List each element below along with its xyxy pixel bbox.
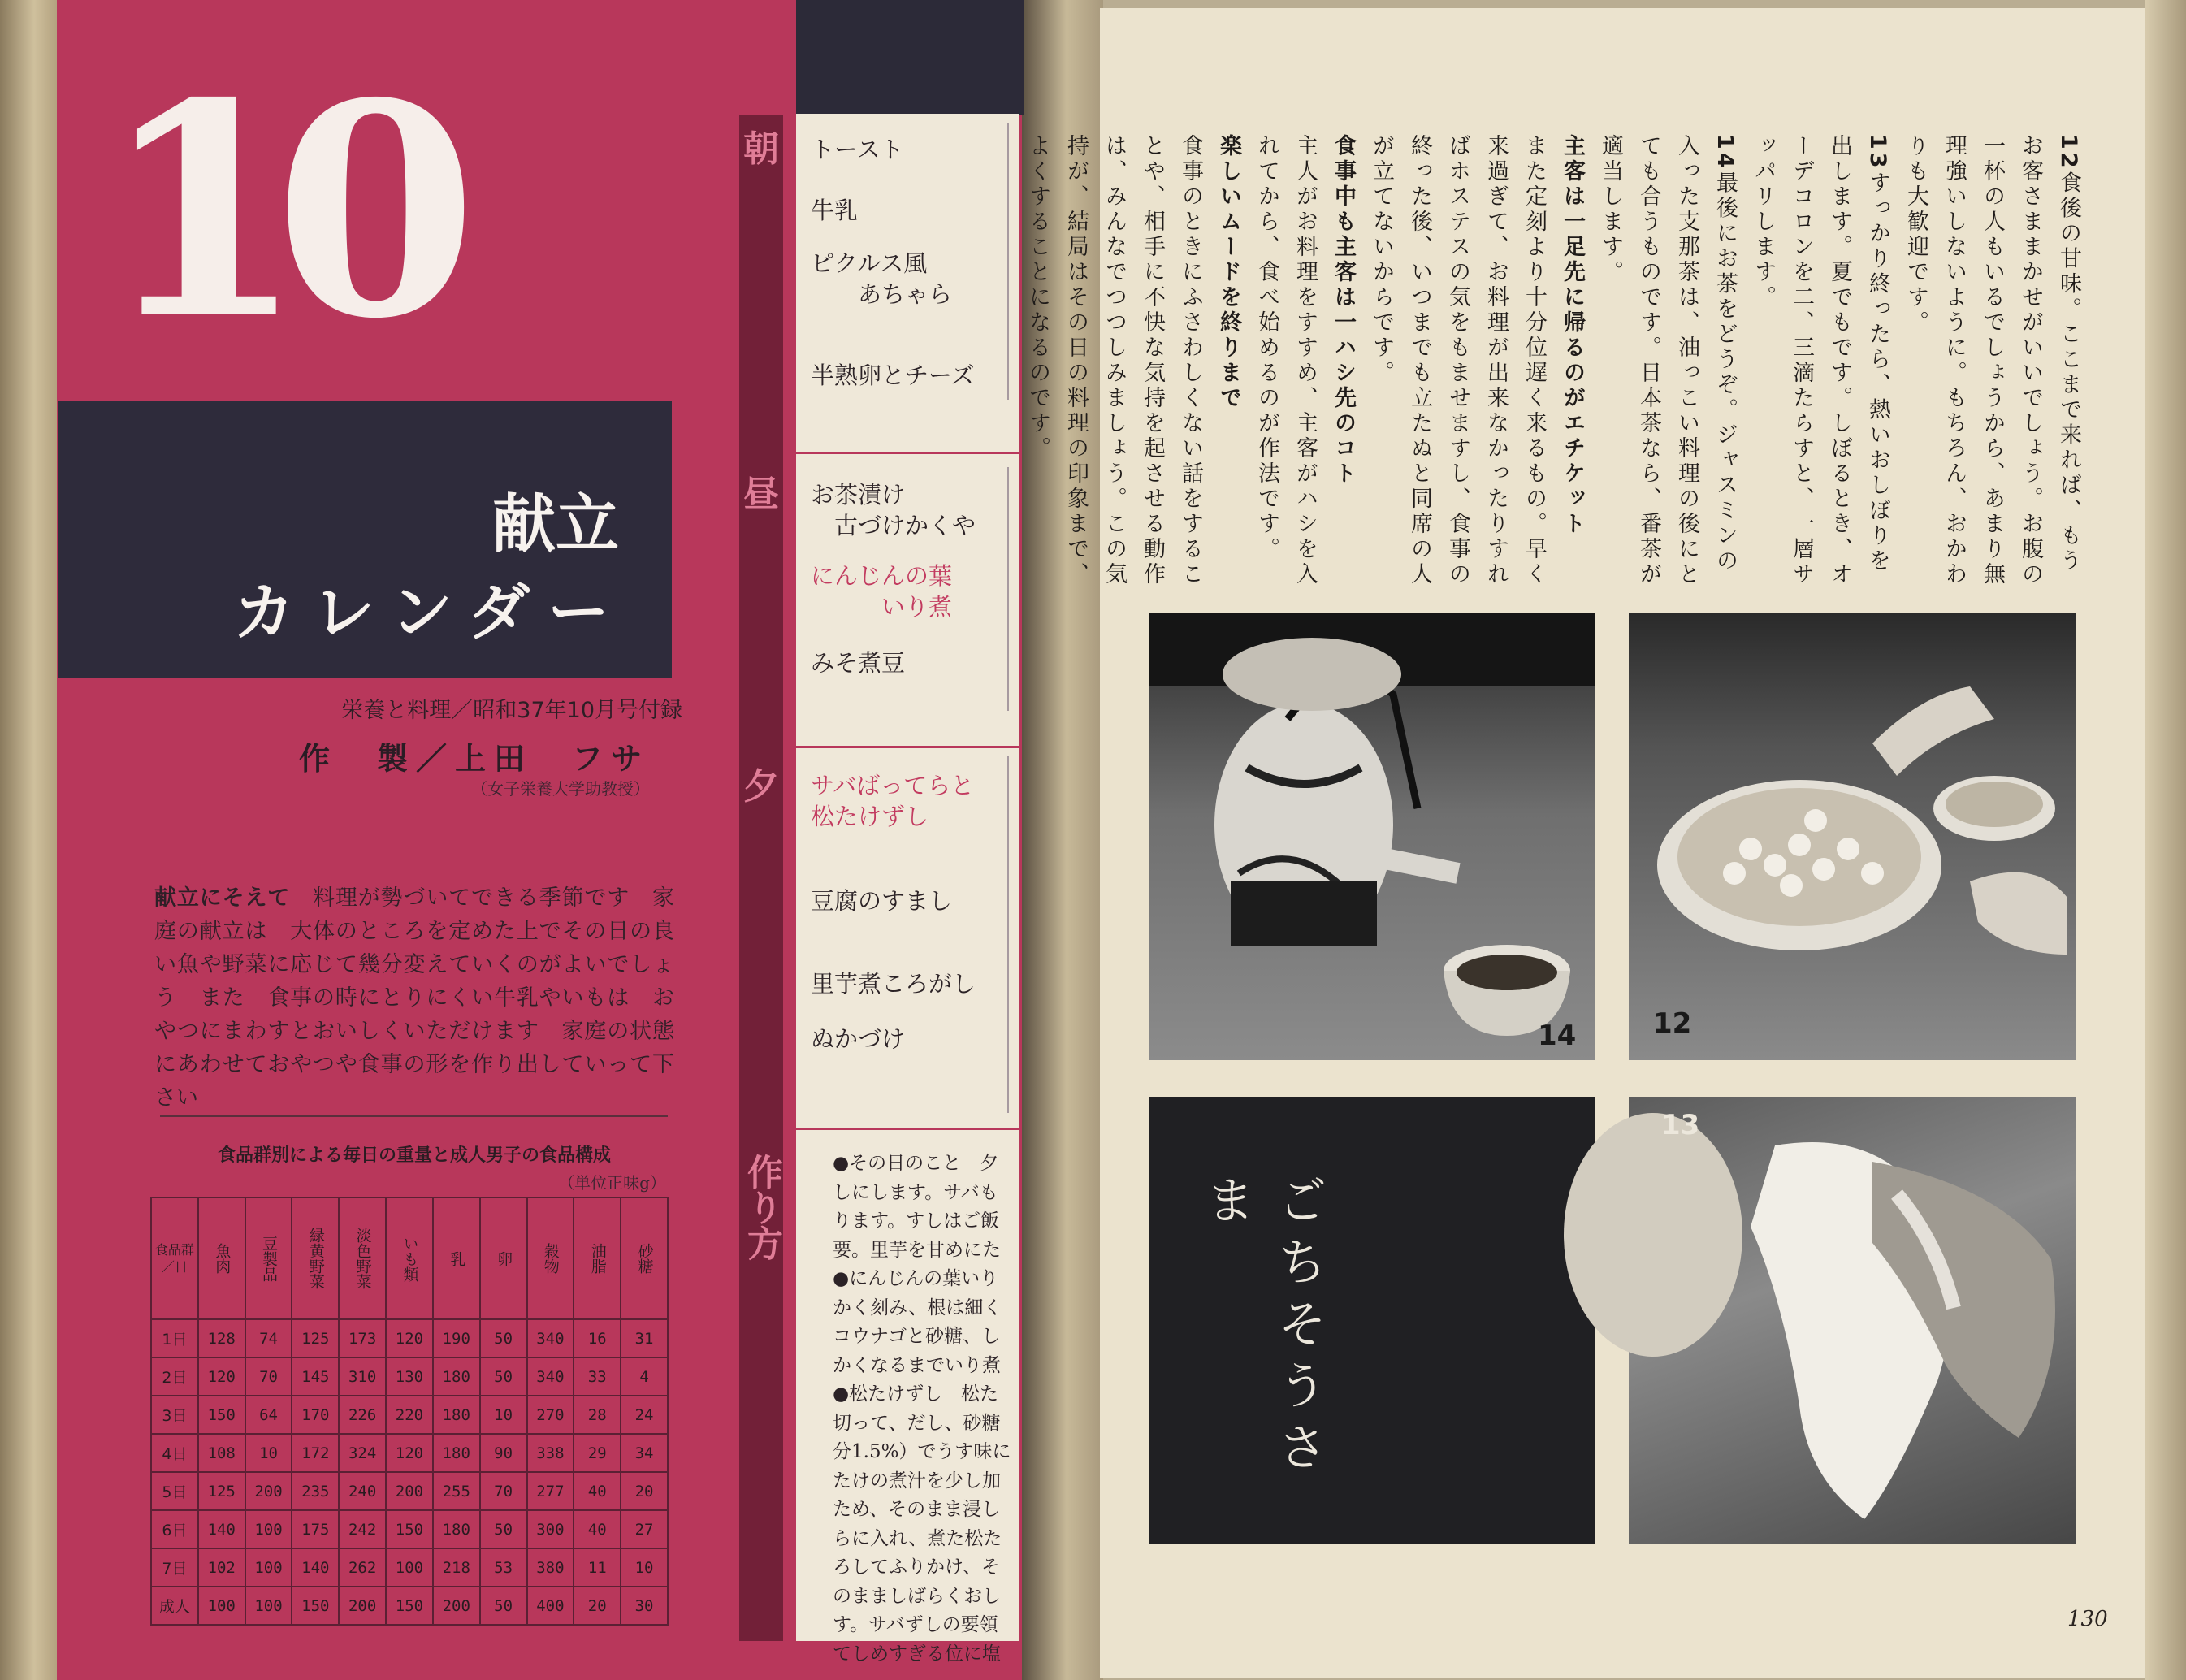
- table-cell: 125: [292, 1319, 339, 1357]
- menu-header-block: [796, 0, 1024, 115]
- table-row: [151, 1396, 668, 1434]
- table-cell: 50: [480, 1510, 527, 1548]
- table-row: [151, 1510, 668, 1548]
- table-cell: 255: [433, 1472, 480, 1510]
- table-row: [151, 1472, 668, 1510]
- meal-separator: [796, 452, 1019, 454]
- table-row-label: 1日: [151, 1319, 198, 1357]
- table-row: [151, 1357, 668, 1396]
- table-cell: 180: [433, 1396, 480, 1434]
- table-cell: 150: [198, 1396, 245, 1434]
- photo-tea-pouring: [1149, 613, 1595, 1060]
- menu-item: サバばってらと 松たけずし: [811, 772, 975, 830]
- photo-label: 13: [1661, 1109, 1700, 1141]
- table-cell: 226: [339, 1396, 386, 1434]
- photo-oshibori: [1629, 1097, 2076, 1544]
- teapot-illustration: [1149, 613, 1595, 1060]
- table-column-header: 豆製品: [245, 1197, 292, 1319]
- table-cell: 100: [245, 1548, 292, 1587]
- table-row: [151, 1548, 668, 1587]
- table-cell: 300: [527, 1510, 574, 1548]
- meal-label-howto: 作り方: [741, 1154, 782, 1261]
- table-column-header: 穀物: [527, 1197, 574, 1319]
- meal-label-dinner: 夕: [743, 766, 779, 808]
- table-cell: 29: [574, 1434, 621, 1472]
- table-cell: 262: [339, 1548, 386, 1587]
- table-cell: 180: [433, 1434, 480, 1472]
- table-cell: 310: [339, 1357, 386, 1396]
- table-cell: 180: [433, 1510, 480, 1548]
- menu-rule: [1007, 756, 1009, 1113]
- title-line2: カレンダー: [232, 576, 627, 648]
- author-line: 作 製／上田 フサ: [298, 741, 650, 777]
- table-cell: 11: [574, 1548, 621, 1587]
- table-row-label: 4日: [151, 1434, 198, 1472]
- table-column-header: 魚肉: [198, 1197, 245, 1319]
- table-cell: 24: [621, 1396, 668, 1434]
- table-cell: 102: [198, 1548, 245, 1587]
- meal-label-lunch: 昼: [743, 474, 779, 515]
- table-row-label: 成人: [151, 1587, 198, 1625]
- table-cell: 53: [480, 1548, 527, 1587]
- menu-item: トースト: [811, 136, 904, 163]
- food-table: [150, 1197, 669, 1626]
- meal-label-strip: [739, 115, 783, 1641]
- meal-separator: [796, 1128, 1019, 1130]
- table-cell: 150: [292, 1587, 339, 1625]
- table-cell: 16: [574, 1319, 621, 1357]
- table-header-row: [151, 1197, 668, 1319]
- title-line1: 献立: [491, 488, 619, 561]
- table-cell: 100: [198, 1587, 245, 1625]
- photo-label: 14: [1538, 1020, 1577, 1052]
- table-cell: 235: [292, 1472, 339, 1510]
- table-cell: 4: [621, 1357, 668, 1396]
- intro-paragraph: [154, 881, 674, 1115]
- table-cell: 70: [245, 1357, 292, 1396]
- table-cell: 240: [339, 1472, 386, 1510]
- table-cell: 10: [245, 1434, 292, 1472]
- paragraph: 主客は一足先に帰るのがエチケット また定刻より十分位遅く来るもの。早く来過ぎて、お料理が出来なかったりすればホステスの気をもませますし、食事の終った後、いつまでも立たぬと同席の人が立てないからです。: [1369, 134, 1585, 587]
- table-cell: 120: [386, 1319, 433, 1357]
- table-cell: 190: [433, 1319, 480, 1357]
- table-cell: 338: [527, 1434, 574, 1472]
- table-cell: 33: [574, 1357, 621, 1396]
- menu-rule: [1007, 467, 1009, 711]
- table-cell: 50: [480, 1587, 527, 1625]
- table-cell: 64: [245, 1396, 292, 1434]
- table-cell: 242: [339, 1510, 386, 1548]
- divider: [160, 1115, 668, 1117]
- menu-item: 牛乳: [811, 197, 859, 224]
- table-row: [151, 1434, 668, 1472]
- table-cell: 170: [292, 1396, 339, 1434]
- table-cell: 128: [198, 1319, 245, 1357]
- table-cell: 145: [292, 1357, 339, 1396]
- table-cell: 200: [245, 1472, 292, 1510]
- table-cell: 34: [621, 1434, 668, 1472]
- table-cell: 340: [527, 1357, 574, 1396]
- menu-item: 半熟卵とチーズ: [811, 362, 975, 389]
- table-cell: 28: [574, 1396, 621, 1434]
- table-cell: 90: [480, 1434, 527, 1472]
- table-cell: 20: [574, 1587, 621, 1625]
- page-number: 130: [2067, 1607, 2108, 1631]
- recipe-text: ●その日のこと 夕 しにします。サバも ります。すしはご飯 要。里芋を甘めにた ●にんじんの葉いり かく刻み、根は細く コウナゴと砂糖、し かくなるまでいり煮 ●松たけずし 松た 切って、だし、砂糖 分1.5%）でうす味に たけの煮汁を少し加 ため、そのまま浸し らに入れ、煮た松た ろしてふりかけ、そ のまましばらくおし す。サバずしの要領 てしめすぎる位に塩: [833, 1153, 1011, 1665]
- table-row-label: 6日: [151, 1510, 198, 1548]
- table-cell: 380: [527, 1548, 574, 1587]
- table-cell: 50: [480, 1357, 527, 1396]
- table-cell: 270: [527, 1396, 574, 1434]
- intro-lead: 献立にそえて: [154, 885, 291, 911]
- table-row: [151, 1319, 668, 1357]
- table-column-header: 緑黄野菜: [292, 1197, 339, 1319]
- menu-rule: [1007, 123, 1009, 400]
- photo-dessert-bowl: [1629, 613, 2076, 1060]
- table-corner: 食品群／日: [151, 1197, 198, 1319]
- table-row-label: 7日: [151, 1548, 198, 1587]
- table-cell: 218: [433, 1548, 480, 1587]
- menu-item: 里芋煮ころがし: [811, 970, 976, 998]
- table-cell: 140: [292, 1548, 339, 1587]
- table-column-header: 淡色野菜: [339, 1197, 386, 1319]
- meal-separator: [796, 746, 1019, 748]
- table-cell: 120: [198, 1357, 245, 1396]
- table-unit: （単位正味g）: [558, 1173, 666, 1193]
- paragraph: 13すっかり終ったら、熱いおしぼりを出します。夏でもです。しぼるとき、オーデコロンを二、三滴たらすと、一層サッパリします。: [1751, 134, 1890, 587]
- table-cell: 150: [386, 1510, 433, 1548]
- menu-item: ぬかづけ: [811, 1025, 906, 1053]
- table-cell: 277: [527, 1472, 574, 1510]
- table-cell: 175: [292, 1510, 339, 1548]
- table-column-header: 砂糖: [621, 1197, 668, 1319]
- table-cell: 31: [621, 1319, 668, 1357]
- table-cell: 400: [527, 1587, 574, 1625]
- table-cell: 50: [480, 1319, 527, 1357]
- table-cell: 140: [198, 1510, 245, 1548]
- table-column-header: 乳: [433, 1197, 480, 1319]
- gochisosama-text: ごちそうさま: [1197, 1174, 1328, 1483]
- table-cell: 200: [386, 1472, 433, 1510]
- table-cell: 40: [574, 1510, 621, 1548]
- book-edge-right: [2145, 0, 2186, 1680]
- table-cell: 40: [574, 1472, 621, 1510]
- table-cell: 27: [621, 1510, 668, 1548]
- table-cell: 125: [198, 1472, 245, 1510]
- photo-label: 12: [1653, 1007, 1692, 1040]
- table-column-header: 油脂: [574, 1197, 621, 1319]
- table-title: 食品群別による毎日の重量と成人男子の食品構成: [217, 1145, 611, 1166]
- table-cell: 220: [386, 1396, 433, 1434]
- towel-illustration: [1629, 1097, 2076, 1544]
- table-cell: 100: [245, 1587, 292, 1625]
- table-cell: 200: [433, 1587, 480, 1625]
- table-cell: 172: [292, 1434, 339, 1472]
- table-row-label: 2日: [151, 1357, 198, 1396]
- menu-item: 豆腐のすまし: [811, 887, 953, 915]
- paragraph: 12食後の甘味。ここまで来れば、もうお客さままかせがいいでしょう。お腹の一杯の人もいるでしょうから、あまり無理強いしないように。もちろん、おかわりも大歓迎です。: [1903, 134, 2081, 587]
- table-cell: 120: [386, 1434, 433, 1472]
- table-cell: 180: [433, 1357, 480, 1396]
- table-column-header: 卵: [480, 1197, 527, 1319]
- table-cell: 10: [480, 1396, 527, 1434]
- table-cell: 20: [621, 1472, 668, 1510]
- source-line: 栄養と料理／昭和37年10月号付録: [341, 698, 682, 723]
- table-row-label: 5日: [151, 1472, 198, 1510]
- paragraph: 楽しいムードを終りまで 食事のときにふさわしくない話をすることや、相手に不快な気持を起させる動作は、みんなでつつしみましょう。この気持が、結局はその日の料理の印象まで、よくすることになるのです。: [1025, 134, 1241, 587]
- table-cell: 340: [527, 1319, 574, 1357]
- title-box: [58, 401, 672, 678]
- month-number: 10: [102, 39, 447, 383]
- etiquette-text: [1025, 134, 2088, 589]
- table-cell: 150: [386, 1587, 433, 1625]
- gochisosama-panel: [1149, 1097, 1595, 1544]
- table-row-label: 3日: [151, 1396, 198, 1434]
- book-edge-left: [0, 0, 57, 1680]
- table-body: [151, 1319, 668, 1625]
- menu-item: みそ煮豆: [811, 649, 906, 677]
- meal-label-breakfast: 朝: [743, 128, 779, 170]
- table-cell: 324: [339, 1434, 386, 1472]
- author-affiliation: （女子栄養大学助教授）: [471, 779, 650, 799]
- table-cell: 200: [339, 1587, 386, 1625]
- menu-item: にんじんの葉 いり煮: [811, 562, 953, 621]
- menu-item: お茶漬け 古づけかくや: [811, 481, 976, 539]
- intro-body: 料理が勢づいてできる季節です 家庭の献立は 大体のところを定めた上でその日の良い魚や野菜に応じて幾分変えていくのがよいでしょう また 食事の時にとりにくい牛乳やいもは おやつにまわすとおいしくいただけます 家庭の状態にあわせておやつや食事の形を作り出していって下さい: [154, 885, 675, 1111]
- table-cell: 108: [198, 1434, 245, 1472]
- table-cell: 30: [621, 1587, 668, 1625]
- table-cell: 173: [339, 1319, 386, 1357]
- table-column-header: いも類: [386, 1197, 433, 1319]
- table-cell: 10: [621, 1548, 668, 1587]
- table-cell: 100: [245, 1510, 292, 1548]
- paragraph: 14最後にお茶をどうぞ。ジャスミンの入った支那茶は、油っこい料理の後にとても合うものです。日本茶なら、番茶が適当します。: [1598, 134, 1738, 587]
- dessert-illustration: [1629, 613, 2076, 1060]
- table-cell: 130: [386, 1357, 433, 1396]
- table-cell: 100: [386, 1548, 433, 1587]
- paragraph: 食事中も主客は一ハシ先のコト 主人がお料理をすすめ、主客がハシを入れてから、食べ始めるのが作法です。: [1254, 134, 1356, 587]
- menu-item: ピクルス風 あちゃら: [811, 249, 953, 308]
- table-cell: 70: [480, 1472, 527, 1510]
- table-row: [151, 1587, 668, 1625]
- table-cell: 74: [245, 1319, 292, 1357]
